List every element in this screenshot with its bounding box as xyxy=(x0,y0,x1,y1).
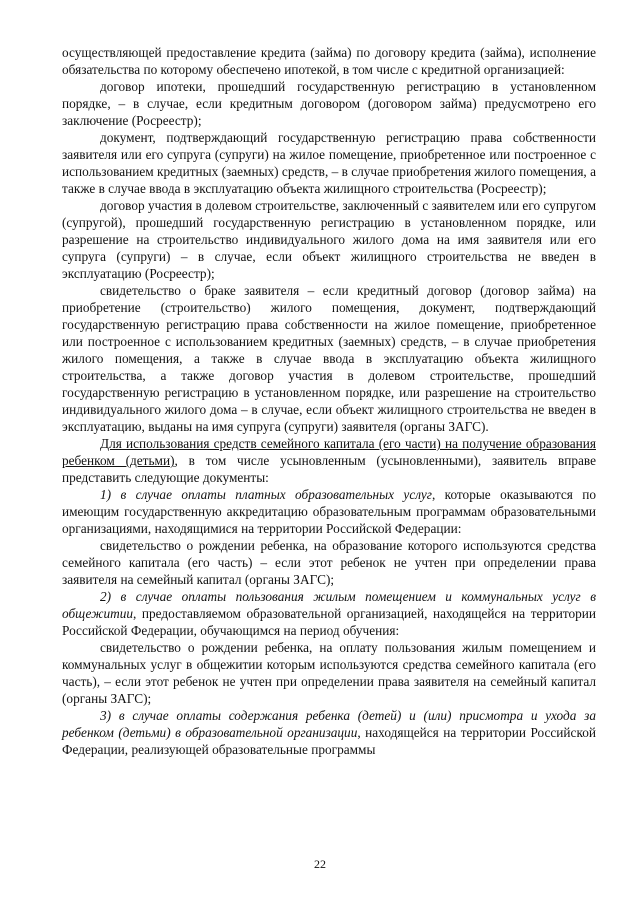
item-3-italic: 3) в случае оплаты содержания ребенка (детей) и (или) присмотра и ухода за ребенком (детьми) в образовательной организации xyxy=(62,708,596,740)
paragraph-marriage-certificate: свидетельство о браке заявителя – если кредитный договор (договор займа) на приобретение (строительство) жилого помещения, документ, подтверждающий государственную регистрацию права собственности на жилое помещение, приобретенное или построенное с использованием кредитных (заемных) средств, – в случае приобретения жилого помещения, а также в случае ввода в эксплуатацию объекта жилищного строительства, а также договор участия в долевом строительстве, прошедший государственную регистрацию в установленном порядке, или разрешение на строительство индивидуального жилого дома – в случае, если объект жилищного строительства не введен в эксплуатацию, выданы на имя супруга (супруги) заявителя (органы ЗАГС). xyxy=(62,283,596,434)
paragraph-birth-certificate-2: свидетельство о рождении ребенка, на оплату пользования жилым помещением и коммунальных услуг в общежитии которым используются средства семейного капитала (его часть), – если этот ребенок не учтен при определении права заявителя на семейный капитал (органы ЗАГС); xyxy=(62,640,596,706)
paragraph-ownership-document: документ, подтверждающий государственную регистрацию права собственности заявителя или его супруга (супруги) на жилое помещение, приобретенное или построенное с использованием кредитных (заемных) средств, – в случае приобретения жилого помещения, а также в случае ввода в эксплуатацию объекта жилищного строительства (Росреестр); xyxy=(62,130,596,196)
paragraph-mortgage-agreement: договор ипотеки, прошедший государственную регистрацию в установленном порядке, – в случае, если кредитным договором (договором займа) предусмотрено его заключение (Росреестр); xyxy=(62,79,596,128)
document-page xyxy=(62,44,596,758)
paragraph-item-3 xyxy=(62,707,596,758)
item-2-text: , предоставляемом образовательной организацией, находящейся на территории Российской Федерации, обучающимся на период обучения: xyxy=(62,606,596,638)
item-1-text: , которые оказываются по имеющим государственную аккредитацию образовательным программам образовательными организациями, находящимися на территории Российской Федерации: xyxy=(62,487,596,536)
education-intro-text: , в том числе усыновленным (усыновленными), заявитель вправе представить следующие документы: xyxy=(62,453,596,485)
item-1-italic: 1) в случае оплаты платных образовательных услуг xyxy=(100,487,432,502)
item-2-italic: 2) в случае оплаты пользования жилым помещением и коммунальных услуг в общежитии xyxy=(62,589,596,621)
item-3-text: , находящейся на территории Российской Федерации, реализующей образовательные программы xyxy=(62,725,596,757)
paragraph-birth-certificate-1: свидетельство о рождении ребенка, на образование которого используются средства семейного капитала (его часть) – если этот ребенок не учтен при определении права заявителя на семейный капитал (органы ЗАГС); xyxy=(62,538,596,587)
page-number: 22 xyxy=(314,857,326,871)
paragraph-continuation: осуществляющей предоставление кредита (займа) по договору кредита (займа), исполнение обязательства по которому обеспечено ипотекой, в том числе с кредитной организацией: xyxy=(62,45,596,77)
education-heading-underlined: Для использования средств семейного капитала (его части) на получение образования ребенком (детьми) xyxy=(62,436,596,468)
paragraph-education-intro xyxy=(62,435,596,486)
paragraph-item-2 xyxy=(62,588,596,639)
paragraph-shared-construction: договор участия в долевом строительстве, заключенный с заявителем или его супругом (супругой), прошедший государственную регистрацию в установленном порядке, или разрешение на строительство индивидуального жилого дома на имя заявителя или его супруга (супруги) – в случае, если объект жилищного строительства не введен в эксплуатацию (Росреестр); xyxy=(62,198,596,281)
paragraph-item-1 xyxy=(62,486,596,537)
